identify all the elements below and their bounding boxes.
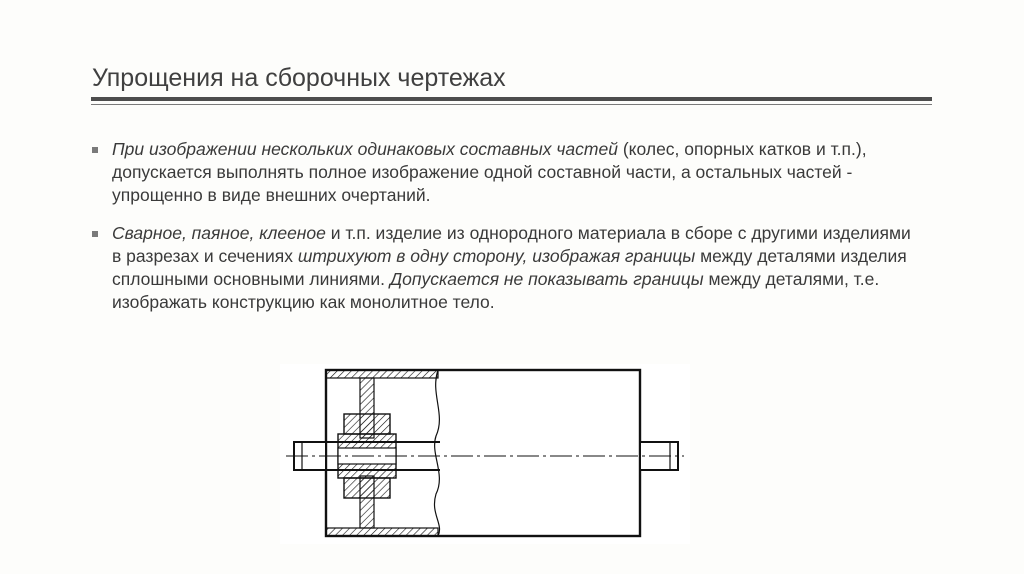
roller-drawing-svg <box>280 364 690 544</box>
hub-upper <box>344 414 390 434</box>
shell-section-top <box>326 370 438 378</box>
text-segment: При изображении нескольких одинаковых составных частей <box>112 139 618 159</box>
bullet-text <box>112 223 911 312</box>
bullet-list <box>92 138 912 329</box>
text-segment: между деталями изделия сплошными основными линиями. <box>112 246 907 289</box>
bullet-square-icon <box>92 147 98 153</box>
shell-section-bottom <box>326 528 438 536</box>
hub-lower <box>344 478 390 498</box>
roller-assembly-drawing <box>280 364 690 544</box>
text-segment: штрихуют в одну сторону, изображая границы <box>297 246 696 266</box>
title-divider-thick <box>91 97 932 101</box>
text-segment: Допускается не показывать границы <box>389 269 704 289</box>
bullet-text <box>112 139 867 205</box>
text-segment: Сварное, паяное, клееное <box>112 223 326 243</box>
bullet-item <box>92 138 912 207</box>
text-segment: и т.п. изделие из однородного материала в сборе с другими изделиями в разрезах и сечениях <box>112 223 911 266</box>
slide-title: Упрощения на сборочных чертежах <box>92 64 506 92</box>
text-segment: между деталями, т.е. изображать конструкцию как монолитное тело. <box>112 269 880 312</box>
title-divider-thin <box>91 104 932 105</box>
bullet-item <box>92 222 912 314</box>
text-segment: (колес, опорных катков и т.п.), допускается выполнять полное изображение одной составной части, а остальных частей - упрощенно в виде внешних очертаний. <box>112 139 867 205</box>
bullet-square-icon <box>92 231 98 237</box>
